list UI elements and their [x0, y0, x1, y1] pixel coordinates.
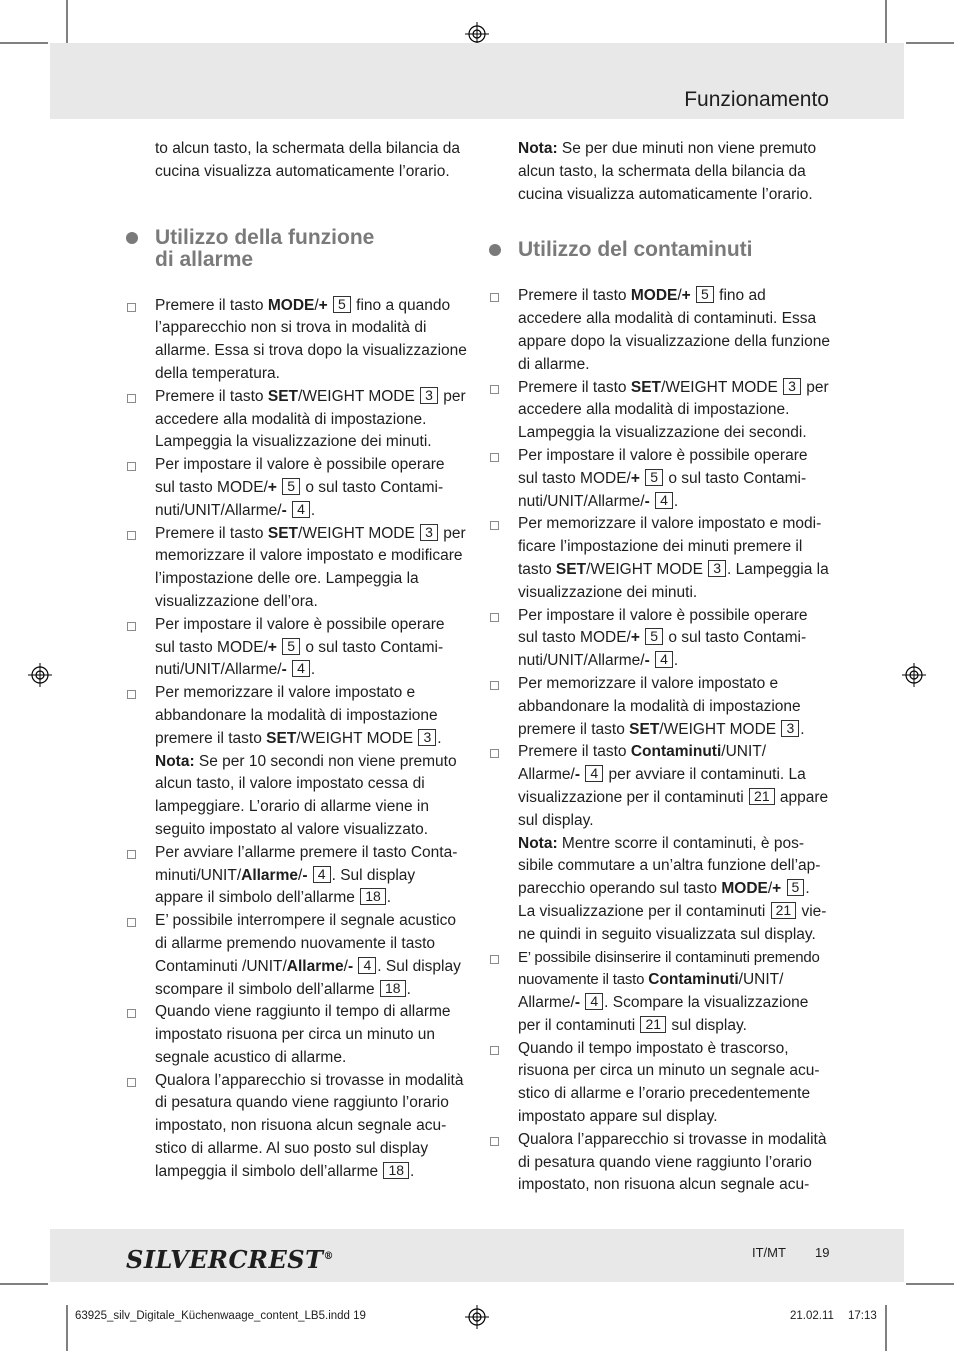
checkbox-bullet-icon — [490, 1137, 499, 1146]
symbol-ref: 18 — [360, 888, 386, 905]
list-item: Quando viene raggiunto il tempo di allarme impostato risuona per circa un minuto un segnale acustico di allarme. — [155, 1001, 467, 1069]
brand-logo: SILVERCREST® — [126, 1245, 334, 1274]
checkbox-bullet-icon — [490, 749, 499, 758]
intro-text: to alcun tasto, la schermata della bilancia da cucina visualizza automaticamente l’orario. — [155, 140, 461, 180]
heading-alarm: Utilizzo della funzione di allarme — [155, 227, 467, 271]
checkbox-bullet-icon — [490, 293, 499, 302]
key-ref: 4 — [655, 651, 673, 668]
left-column — [155, 138, 467, 1184]
list-item: E’ possibile interrompere il segnale acustico di allarme premendo nuovamente il tasto Contaminuti /UNIT/Allarme/- 4 . Sul display scompare il simbolo dell’allarme 18 . — [155, 910, 467, 1001]
key-ref: 3 — [781, 720, 799, 737]
language-code: IT/MT — [752, 1245, 786, 1260]
checkbox-bullet-icon — [490, 613, 499, 622]
list-item: Qualora l’apparecchio si trovasse in modalità di pesatura quando viene raggiunto l’orario impostato, non risuona alcun segnale acu- — [518, 1129, 830, 1197]
checkbox-bullet-icon — [127, 531, 136, 540]
key-ref: 4 — [313, 866, 331, 883]
key-ref: 4 — [358, 957, 376, 974]
list-item: Qualora l’apparecchio si trovasse in modalità di pesatura quando viene raggiunto l’orario impostato, non risuona alcun segnale acustico di allarme. Al suo posto sul display lampeggia il simbolo dell’allarme 18 . — [155, 1070, 467, 1184]
print-slug-file: 63925_silv_Digitale_Küchenwaage_content_LB5.indd 19 — [75, 1310, 366, 1322]
note-label: Nota: — [518, 834, 558, 852]
key-ref: 4 — [655, 492, 673, 509]
print-slug-time: 17:13 — [848, 1310, 877, 1322]
key-ref: 4 — [585, 993, 603, 1010]
list-item: Per memorizzare il valore impostato e abbandonare la modalità di impostazione premere il tasto SET/WEIGHT MODE 3 . Nota: Se per 10 secondi non viene premuto alcun tasto, il valore impostato cessa di lampeggiare. L’orario di allarme viene in seguito impostato al valore visualizzato. — [155, 682, 467, 842]
registration-mark-icon — [902, 663, 926, 687]
checkbox-bullet-icon — [490, 453, 499, 462]
key-ref: 3 — [420, 387, 438, 404]
checkbox-bullet-icon — [127, 303, 136, 312]
checkbox-bullet-icon — [127, 918, 136, 927]
section-title: Funzionamento — [684, 88, 829, 111]
list-item: Premere il tasto MODE/+ 5 fino a quando l’apparecchio non si trova in modalità di allarme. Essa si trova dopo la visualizzazione della temperatura. — [155, 295, 467, 386]
note-label: Nota: — [155, 752, 195, 770]
checkbox-bullet-icon — [490, 385, 499, 394]
key-ref: 5 — [645, 469, 663, 486]
checkbox-bullet-icon — [490, 1046, 499, 1055]
heading-timer: Utilizzo del contaminuti — [518, 239, 830, 261]
key-ref: 3 — [420, 524, 438, 541]
list-item: Per memorizzare il valore impostato e modificare l’impostazione dei minuti premere il tasto SET/WEIGHT MODE 3 . Lampeggia la visualizzazione dei minuti. — [518, 513, 830, 604]
key-ref: 5 — [333, 296, 351, 313]
registration-mark-icon — [465, 1305, 489, 1329]
list-item: Premere il tasto MODE/+ 5 fino ad accedere alla modalità di contaminuti. Essa appare dopo la visualizzazione della funzione di allarme. — [518, 285, 830, 376]
intro-note: Nota: Se per due minuti non viene premuto alcun tasto, la schermata della bilancia da cucina visualizza automaticamente l’orario. — [518, 140, 817, 203]
list-item: Premere il tasto SET/WEIGHT MODE 3 per memorizzare il valore impostato e modificare l’impostazione delle ore. Lampeggia la visualizzazione dell’ora. — [155, 523, 467, 614]
key-ref: 3 — [783, 378, 801, 395]
key-ref: 4 — [292, 660, 310, 677]
key-ref: 3 — [418, 729, 436, 746]
checkbox-bullet-icon — [490, 521, 499, 530]
list-item: Premere il tasto Contaminuti/UNIT/ Allarme/- 4 per avviare il contaminuti. La visualizzazione per il contaminuti 21 appare sul display. Nota: Mentre scorre il contaminuti, è possibile commutare a un’altra funzione dell’apparecchio operando sul tasto MODE/+ 5 . La visualizzazione per il contaminuti 21 viene quindi in seguito visualizzata sul display. — [518, 741, 830, 946]
checkbox-bullet-icon — [127, 690, 136, 699]
key-ref: 4 — [585, 765, 603, 782]
key-ref: 5 — [787, 879, 805, 896]
list-item: Per impostare il valore è possibile operare sul tasto MODE/+ 5 o sul tasto Contaminuti/UNIT/Allarme/- 4 . — [155, 454, 467, 522]
checkbox-bullet-icon — [490, 955, 499, 964]
bullet-dot-icon — [126, 232, 138, 244]
list-item: Per impostare il valore è possibile operare sul tasto MODE/+ 5 o sul tasto Contaminuti/UNIT/Allarme/- 4 . — [518, 605, 830, 673]
list-item: Per impostare il valore è possibile operare sul tasto MODE/+ 5 o sul tasto Contaminuti/UNIT/Allarme/- 4 . — [155, 614, 467, 682]
checkbox-bullet-icon — [127, 1078, 136, 1087]
key-ref: 3 — [708, 560, 726, 577]
symbol-ref: 21 — [771, 902, 797, 919]
checkbox-bullet-icon — [127, 394, 136, 403]
key-ref: 5 — [282, 478, 300, 495]
checkbox-bullet-icon — [490, 681, 499, 690]
symbol-ref: 18 — [380, 980, 406, 997]
list-item: Premere il tasto SET/WEIGHT MODE 3 per accedere alla modalità di impostazione. Lampeggia la visualizzazione dei secondi. — [518, 377, 830, 445]
right-column — [518, 138, 830, 1197]
list-item: Premere il tasto SET/WEIGHT MODE 3 per accedere alla modalità di impostazione. Lampeggia la visualizzazione dei minuti. — [155, 386, 467, 454]
print-slug-date: 21.02.11 — [790, 1310, 834, 1322]
list-item: Per impostare il valore è possibile operare sul tasto MODE/+ 5 o sul tasto Contaminuti/UNIT/Allarme/- 4 . — [518, 445, 830, 513]
note-label: Nota: — [518, 140, 558, 157]
key-ref: 5 — [645, 628, 663, 645]
key-ref: 4 — [292, 501, 310, 518]
alarm-steps-list — [155, 295, 467, 1184]
checkbox-bullet-icon — [127, 850, 136, 859]
list-item: E’ possibile disinserire il contaminuti premendo nuovamente il tasto Contaminuti/UNIT/ Allarme/- 4 . Scompare la visualizzazione per il contaminuti 21 sul display. — [518, 947, 830, 1038]
timer-steps-list — [518, 285, 830, 1197]
checkbox-bullet-icon — [127, 462, 136, 471]
key-ref: 5 — [282, 638, 300, 655]
checkbox-bullet-icon — [127, 1009, 136, 1018]
symbol-ref: 21 — [640, 1016, 666, 1033]
list-item: Quando il tempo impostato è trascorso, risuona per circa un minuto un segnale acustico di allarme e l’orario precedentemente impostato appare sul display. — [518, 1038, 830, 1129]
bullet-dot-icon — [489, 244, 501, 256]
registration-mark-icon — [28, 663, 52, 687]
symbol-ref: 21 — [749, 788, 775, 805]
key-ref: 5 — [696, 286, 714, 303]
list-item: Per avviare l’allarme premere il tasto Contaminuti/UNIT/Allarme/- 4 . Sul display appare il simbolo dell’allarme 18 . — [155, 842, 467, 910]
page-number: 19 — [815, 1245, 830, 1260]
list-item: Per memorizzare il valore impostato e abbandonare la modalità di impostazione premere il tasto SET/WEIGHT MODE 3 . — [518, 673, 830, 741]
checkbox-bullet-icon — [127, 622, 136, 631]
symbol-ref: 18 — [383, 1162, 409, 1179]
